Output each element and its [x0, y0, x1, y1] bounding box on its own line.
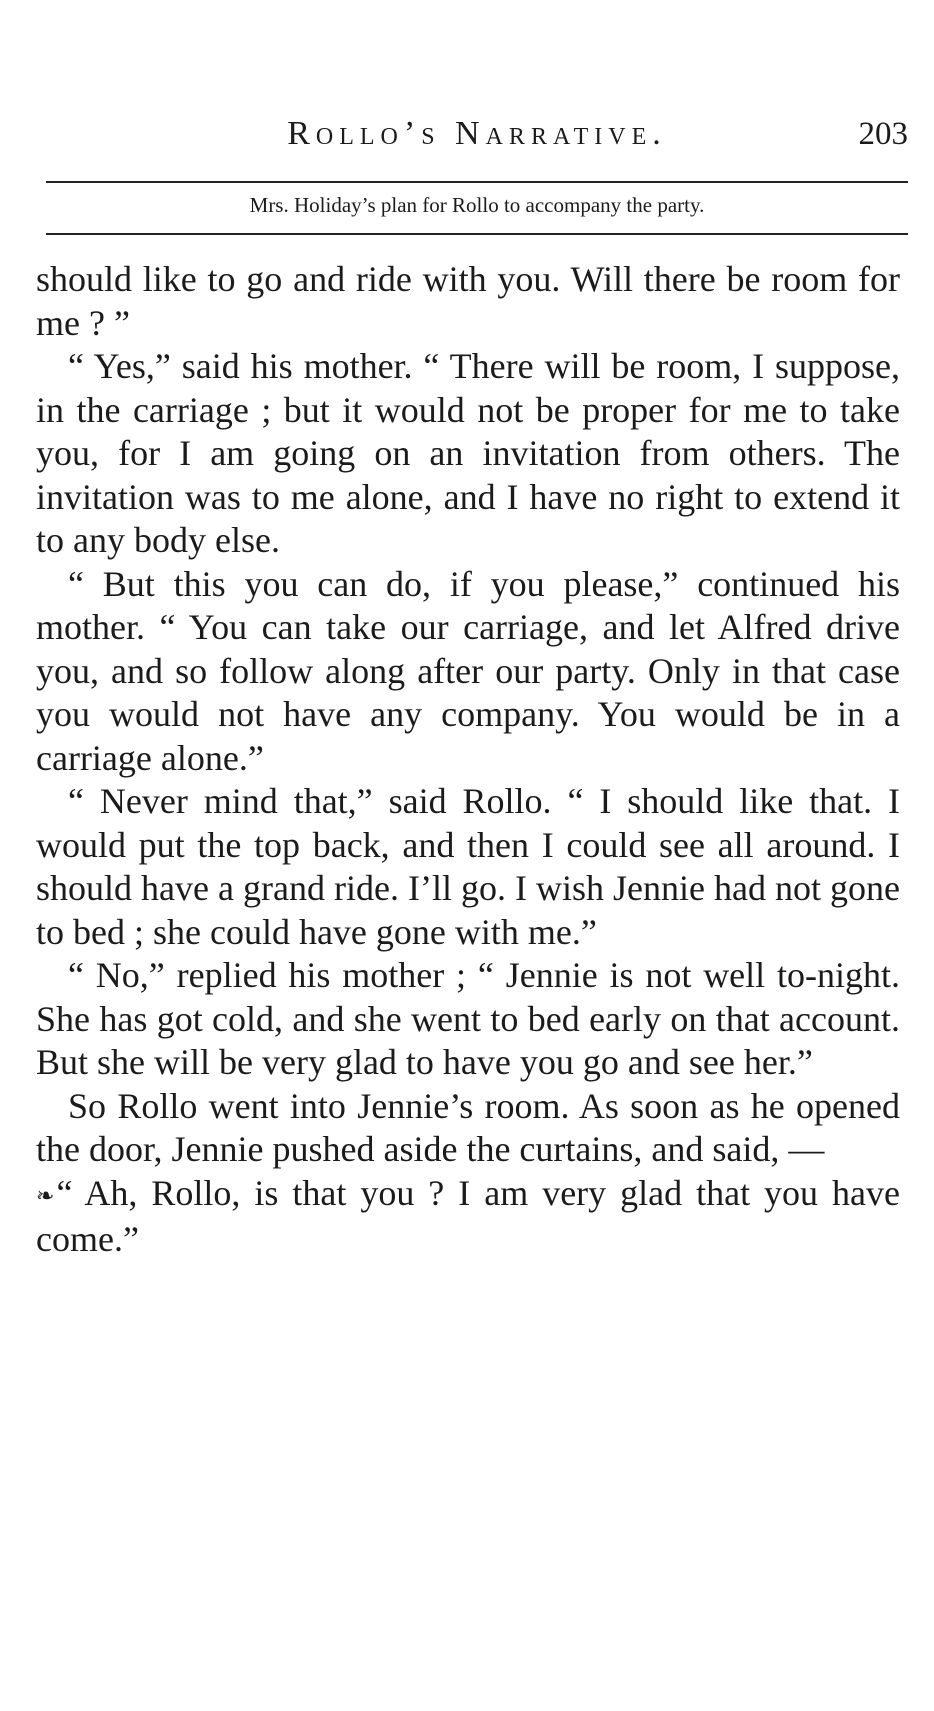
ink-blot-mark: ❧	[36, 1183, 55, 1209]
body-text	[36, 258, 900, 1261]
paragraph-7	[36, 1172, 900, 1262]
header-rule-bottom	[46, 233, 908, 235]
paragraph-5: “ No,” replied his mother ; “ Jennie is not well to-night. She has got cold, and she went to bed early on that account. But she will be very glad to have you go and see her.”	[36, 955, 900, 1082]
paragraph-6: So Rollo went into Jennie’s room. As soon as he opened the door, Jennie pushed aside the curtains, and said, —	[36, 1085, 900, 1169]
paragraph-4: “ Never mind that,” said Rollo. “ I should like that. I would put the top back, and then I could see all around. I should have a grand ride. I’ll go. I wish Jennie had not gone to bed ; she could have gone with me.”	[36, 781, 900, 952]
paragraph-1: should like to go and ride with you. Will there be room for me ? ”	[36, 259, 900, 343]
paragraph-7-text: “ Ah, Rollo, is that you ? I am very glad that you have come.”	[36, 1172, 900, 1259]
paragraph-3: “ But this you can do, if you please,” continued his mother. “ You can take our carriage, and let Alfred drive you, and so follow along after our party. Only in that case you would not have any company. You would be in a carriage alone.”	[36, 563, 900, 778]
running-title: Rollo’s Narrative.	[287, 115, 667, 152]
running-head	[46, 112, 908, 156]
header-rule-top	[46, 181, 908, 183]
chapter-subheading: Mrs. Holiday’s plan for Rollo to accompany the party.	[249, 193, 705, 217]
page-number: 203	[858, 116, 908, 152]
paragraph-2: “ Yes,” said his mother. “ There will be room, I suppose, in the carriage ; but it would not be proper for me to take you, for I am going on an invitation from others. The invitation was to me alone, and I have no right to extend it to any body else.	[36, 346, 900, 560]
